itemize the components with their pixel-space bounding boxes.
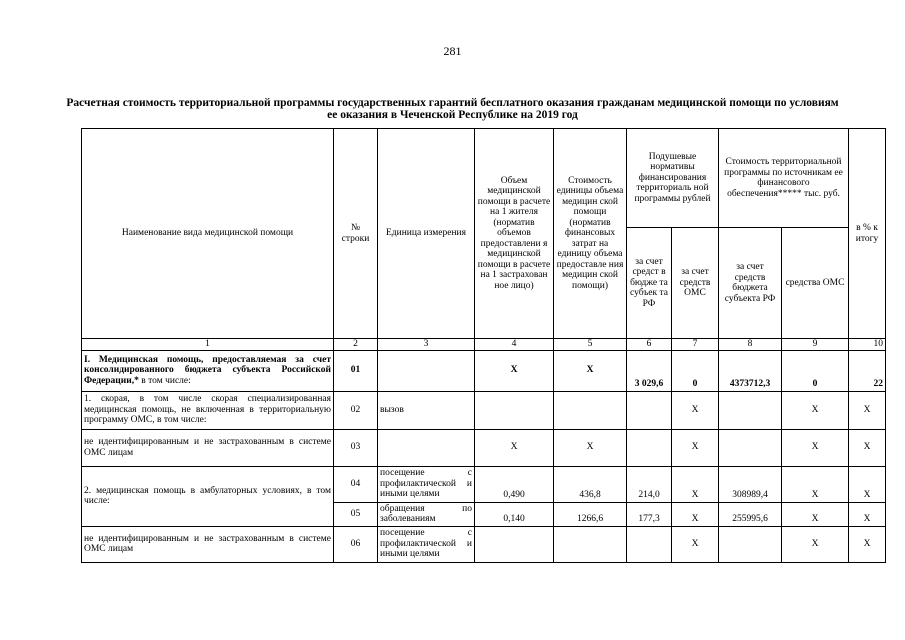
column-number: 3 (378, 339, 475, 351)
row-pc-oms: X (672, 391, 719, 429)
row-pc-budget: 177,3 (627, 502, 672, 526)
header-percent: в % к итогу (849, 129, 886, 339)
row-volume (475, 526, 554, 562)
row-volume: 0,140 (475, 502, 554, 526)
row-unit: обращения по заболеваниям (378, 502, 475, 526)
header-unit: Единица измерения (378, 129, 475, 339)
row-volume: 0,490 (475, 466, 554, 502)
header-total-cost: Стоимость территориальной программы по источникам ее финансового обеспечения***** тыс. руб. (719, 129, 849, 228)
table-row (82, 391, 886, 429)
column-number: 9 (782, 339, 849, 351)
row-pc-oms: X (672, 526, 719, 562)
row-t-budget: 255995,6 (719, 502, 782, 526)
column-number: 1 (82, 339, 334, 351)
row-no: 01 (334, 350, 378, 391)
row-pc-budget: 214,0 (627, 466, 672, 502)
row-t-oms: X (782, 466, 849, 502)
header-per-capita-oms: за счет средств ОМС (672, 228, 719, 339)
row-percent: X (849, 391, 886, 429)
row-pc-oms: X (672, 502, 719, 526)
row-t-oms: X (782, 429, 849, 466)
column-number: 6 (627, 339, 672, 351)
row-cost: X (554, 350, 627, 391)
row-percent: X (849, 429, 886, 466)
row-name (82, 350, 334, 391)
row-pc-oms: X (672, 466, 719, 502)
document-title: Расчетная стоимость территориальной программы государственных гарантий бесплатного оказания гражданам медицинской помощи по условиям ее оказания в Чеченской Республике на 2019 год (66, 97, 839, 121)
row-unit (378, 429, 475, 466)
cost-table (81, 128, 886, 563)
column-number: 2 (334, 339, 378, 351)
header-name: Наименование вида медицинской помощи (82, 129, 334, 339)
row-pc-oms: X (672, 429, 719, 466)
row-t-oms: X (782, 502, 849, 526)
row-percent: X (849, 466, 886, 502)
table-row (82, 526, 886, 562)
column-number: 8 (719, 339, 782, 351)
row-cost: X (554, 429, 627, 466)
row-unit: посещение с профилактической и иными целями (378, 526, 475, 562)
row-no: 05 (334, 502, 378, 526)
row-name: 1. скорая, в том числе скорая специализированная медицинская помощь, не включенная в территориальную программу ОМС, в том числе: (82, 391, 334, 429)
row-unit (378, 350, 475, 391)
table-row (82, 429, 886, 466)
page-number: 281 (443, 44, 462, 58)
row-t-budget (719, 526, 782, 562)
row-t-budget (719, 429, 782, 466)
row-percent: X (849, 526, 886, 562)
header-cost: Стоимость единицы объема медицин ской помощи (норматив финансовых затрат на единицу объема предоставле ния медицин ской помощи) (554, 129, 627, 339)
row-percent: 22 (849, 350, 886, 391)
column-number: 7 (672, 339, 719, 351)
row-cost: 1266,6 (554, 502, 627, 526)
table-row (82, 350, 886, 391)
row-unit: посещение с профилактической и иными целями (378, 466, 475, 502)
header-total-budget: за счет средств бюджета субъекта РФ (719, 228, 782, 339)
header-total-oms: средства ОМС (782, 228, 849, 339)
header-per-capita: Подушевые нормативы финансирования территориаль ной программы рублей (627, 129, 719, 228)
row-name-rest: в том числе: (138, 375, 191, 386)
column-number: 10 (849, 339, 886, 351)
row-name: 2. медицинская помощь в амбулаторных условиях, в том числе: (82, 466, 334, 526)
column-number: 4 (475, 339, 554, 351)
row-pc-oms: 0 (672, 350, 719, 391)
row-pc-budget (627, 429, 672, 466)
row-t-budget: 4373712,3 (719, 350, 782, 391)
row-percent: X (849, 502, 886, 526)
row-cost: 436,8 (554, 466, 627, 502)
column-number-row (82, 339, 886, 351)
row-t-oms: 0 (782, 350, 849, 391)
row-volume: X (475, 429, 554, 466)
row-t-oms: X (782, 526, 849, 562)
table-row (82, 466, 886, 502)
row-name: не идентифицированным и не застрахованным в системе ОМС лицам (82, 526, 334, 562)
header-per-capita-budget: за счет средст в бюдже та субъек та РФ (627, 228, 672, 339)
row-no: 04 (334, 466, 378, 502)
row-volume: X (475, 350, 554, 391)
row-cost (554, 391, 627, 429)
column-number: 5 (554, 339, 627, 351)
row-no: 03 (334, 429, 378, 466)
row-name: не идентифицированным и не застрахованным в системе ОМС лицам (82, 429, 334, 466)
row-volume (475, 391, 554, 429)
row-unit: вызов (378, 391, 475, 429)
row-t-budget: 308989,4 (719, 466, 782, 502)
header-volume: Объем медицинской помощи в расчете на 1 жителя (норматив объемов предоставлени я медицинской помощи в расчете на 1 застрахован ное лицо) (475, 129, 554, 339)
row-pc-budget (627, 391, 672, 429)
row-t-budget (719, 391, 782, 429)
row-pc-budget (627, 526, 672, 562)
row-t-oms: X (782, 391, 849, 429)
header-row-no: № строки (334, 129, 378, 339)
row-no: 06 (334, 526, 378, 562)
row-cost (554, 526, 627, 562)
row-pc-budget: 3 029,6 (627, 350, 672, 391)
row-name-bold: I. Медицинская помощь, предоставляемая за счет консолидированного бюджета субъекта Российской Федерации,* (84, 354, 331, 386)
row-no: 02 (334, 391, 378, 429)
